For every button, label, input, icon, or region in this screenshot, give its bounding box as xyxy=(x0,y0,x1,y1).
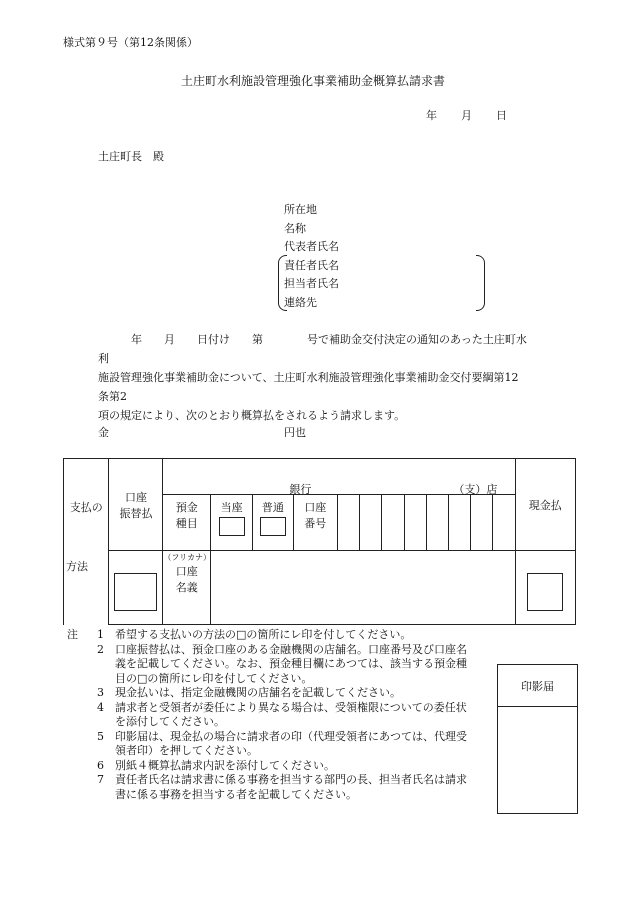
ordinary-account-cell xyxy=(253,495,293,551)
account-digit-5[interactable] xyxy=(426,495,448,551)
deposit-type-2: 種目 xyxy=(175,517,198,530)
account-number-label-2: 番号 xyxy=(304,517,327,530)
form-number: 様式第９号（第12条関係） xyxy=(63,36,198,49)
left-bracket xyxy=(278,255,287,311)
note-number: 1 xyxy=(97,628,104,641)
note-number: 6 xyxy=(97,758,104,772)
document-title: 土庄町水利施設管理強化事業補助金概算払請求書 xyxy=(181,74,446,88)
account-digit-3[interactable] xyxy=(382,495,404,551)
note-text: 責任者氏名は請求書に係る事務を担当する部門の長、担当者氏名は請求書に係る事務を担当する者を記載してください。 xyxy=(115,773,467,801)
transfer-label-cell xyxy=(109,459,163,551)
account-digit-1[interactable] xyxy=(337,495,359,551)
transfer-label-2: 振替払 xyxy=(119,506,153,520)
request-line-1: 年 月 日付け 第 号で補助金交付決定の通知のあった土庄町水利 xyxy=(98,333,527,365)
note-text: 口座振替払は、預金口座のある金融機関の店舗名。口座番号及び口座名義を記載してください。なお、預金種目欄にあつては、該当する預金種目の□の箇所にレ印を付してください。 xyxy=(115,642,467,685)
transfer-checkbox-cell xyxy=(109,551,163,625)
field-responsible-label: 責任者氏名 xyxy=(284,259,339,272)
note-number: 2 xyxy=(97,642,104,656)
account-digit-2[interactable] xyxy=(360,495,382,551)
account-number-label-1: 口座 xyxy=(304,501,327,514)
date-year-label: 年 xyxy=(426,109,437,122)
ordinary-account-label: 普通 xyxy=(261,501,284,514)
date-month-label: 月 xyxy=(461,109,472,122)
account-digit-6[interactable] xyxy=(448,495,470,551)
cash-label: 現金払 xyxy=(528,498,562,512)
account-name-input-cell[interactable] xyxy=(211,551,516,625)
note-item xyxy=(67,730,467,759)
note-text: 別紙４概算払請求内訳を添付してください。 xyxy=(115,758,335,772)
note-item xyxy=(67,643,467,687)
notes-lead: 注 xyxy=(67,628,78,641)
deposit-type-1: 預金 xyxy=(175,501,198,514)
date-day-label: 日 xyxy=(496,109,507,122)
ordinary-account-checkbox[interactable] xyxy=(260,517,286,536)
bank-branch-cell[interactable] xyxy=(163,459,515,495)
addressee: 土庄町長 殿 xyxy=(98,150,164,163)
amount-suffix: 円也 xyxy=(284,426,306,439)
method-label-bottom: 方法 xyxy=(66,560,88,573)
account-digit-4[interactable] xyxy=(404,495,426,551)
field-address-label: 所在地 xyxy=(284,203,317,216)
account-digit-8[interactable] xyxy=(493,495,515,551)
note-number: 3 xyxy=(97,686,104,699)
current-account-checkbox[interactable] xyxy=(219,517,245,536)
account-name-label-2: 名義 xyxy=(175,581,198,594)
request-line-2: 施設管理強化事業補助金について、土庄町水利施設管理強化事業補助金交付要綱第12条第2 xyxy=(98,371,519,403)
transfer-label-1: 口座 xyxy=(124,490,147,504)
note-item xyxy=(67,628,507,643)
seal-label: 印影届 xyxy=(498,665,577,707)
note-text: 希望する支払いの方法の□の箇所にレ印を付してください。 xyxy=(115,628,412,641)
cash-label-cell xyxy=(515,459,575,551)
method-label-top: 支払の xyxy=(69,501,103,514)
notes-section xyxy=(67,628,507,802)
account-digit-7[interactable] xyxy=(471,495,493,551)
field-contact-person-label: 担当者氏名 xyxy=(284,277,339,290)
cash-checkbox[interactable] xyxy=(527,573,563,611)
note-item xyxy=(67,773,467,802)
account-number-label-cell xyxy=(293,495,337,551)
note-text: 現金払いは、指定金融機関の店舗名を記載してください。 xyxy=(115,686,401,699)
field-contact-info-label: 連絡先 xyxy=(284,296,317,309)
amount-prefix: 金 xyxy=(98,426,109,439)
account-name-label-cell xyxy=(163,551,211,625)
note-text: 請求者と受領者が委任により異なる場合は、受領権限についての委任状を添付してください。 xyxy=(115,700,467,728)
request-line-3: 項の規定により、次のとおり概算払をされるよう請求します。 xyxy=(98,409,406,422)
payment-method-table xyxy=(63,458,576,625)
current-account-cell xyxy=(211,495,253,551)
note-item xyxy=(67,701,467,730)
bank-label: 銀行 xyxy=(289,483,312,496)
note-number: 5 xyxy=(97,729,104,743)
field-name-label: 名称 xyxy=(284,222,306,235)
branch-label: （支）店 xyxy=(453,483,498,496)
deposit-type-cell xyxy=(163,495,211,551)
right-bracket xyxy=(476,255,485,311)
request-paragraph xyxy=(98,330,528,425)
note-text: 印影届は、現金払の場合に請求者の印（代理受領者にあつては、代理受領者印）を押してください。 xyxy=(115,729,467,757)
method-label-cell xyxy=(64,459,109,625)
field-representative-label: 代表者氏名 xyxy=(284,240,339,253)
transfer-checkbox[interactable] xyxy=(114,573,157,611)
note-item xyxy=(67,686,467,701)
note-item xyxy=(67,759,507,774)
current-account-label: 当座 xyxy=(220,501,243,514)
furigana-label: （フリカナ） xyxy=(163,553,212,562)
account-name-label-1: 口座 xyxy=(175,565,198,578)
seal-impression-box[interactable] xyxy=(497,664,578,814)
cash-checkbox-cell xyxy=(515,551,575,625)
note-number: 4 xyxy=(97,700,104,714)
note-number: 7 xyxy=(97,773,104,786)
